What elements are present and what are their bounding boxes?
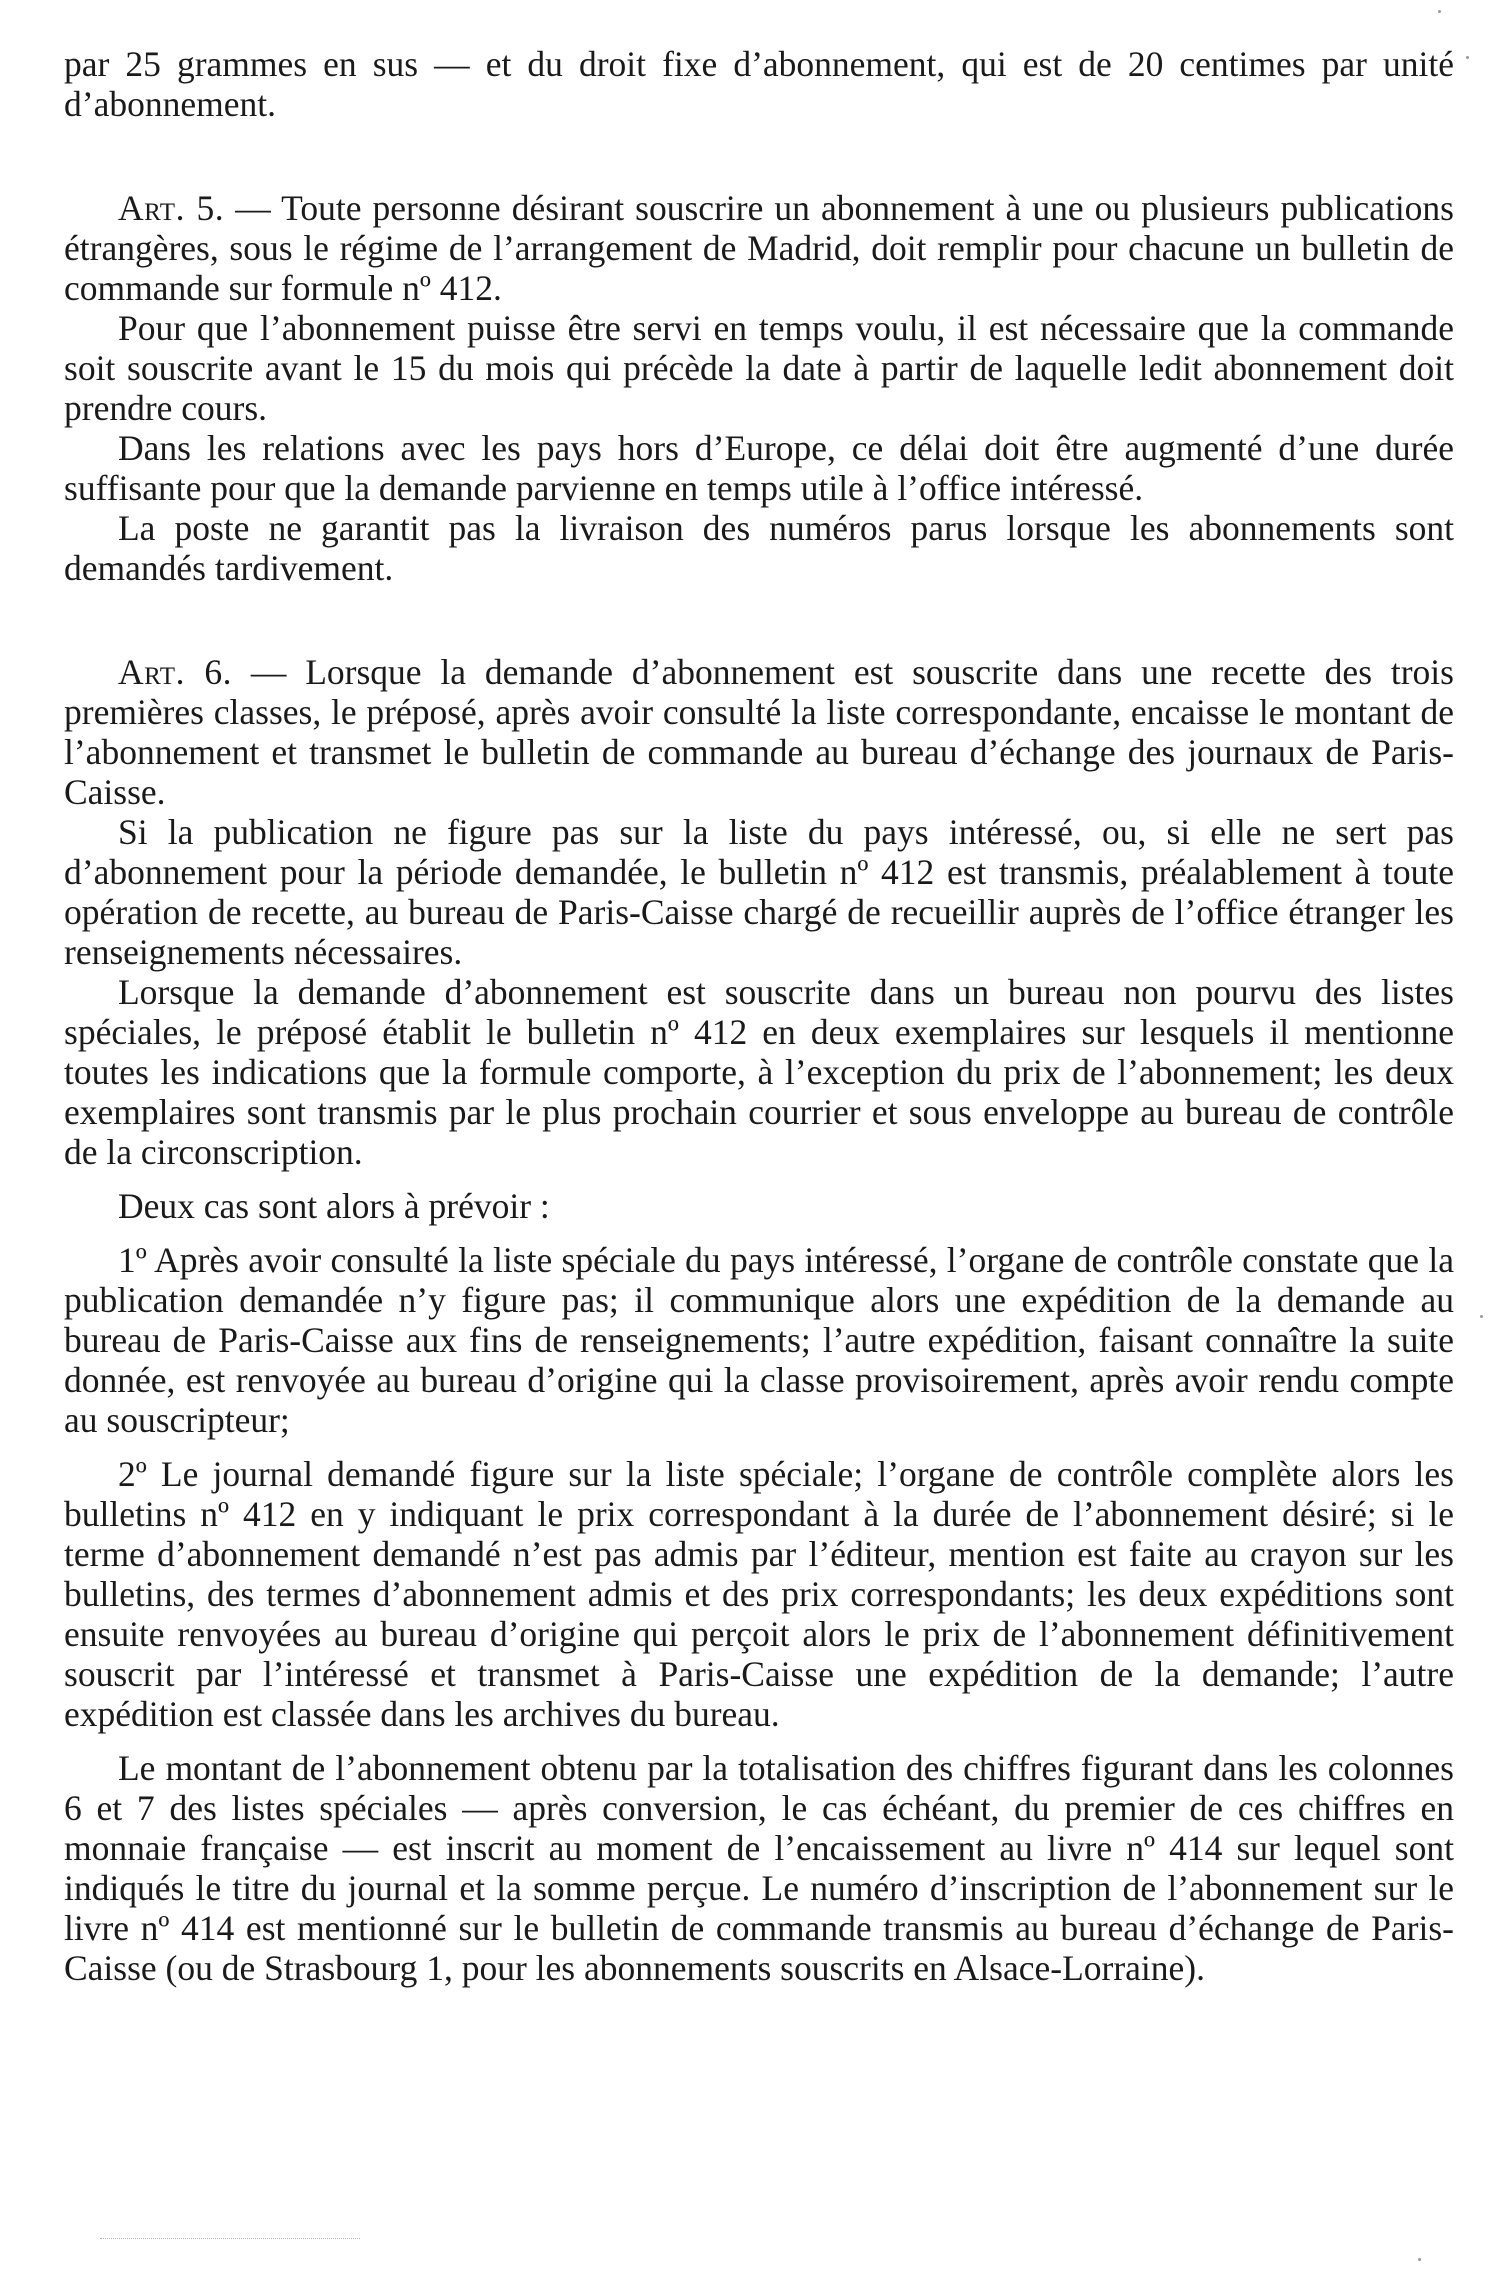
article-6-text: — Lorsque la demande d’abonnement est souscrite dans une recette des trois premières classes, le préposé, après avoir consulté la liste correspondante, encaisse le montant de l’abonnement et transmet le bulletin de commande au bureau d’échange des journaux de Paris-Caisse. bbox=[64, 652, 1454, 812]
article-5-label: Art. 5. bbox=[118, 188, 225, 228]
scan-speck bbox=[1480, 1315, 1483, 1318]
article-6-label: Art. 6. bbox=[118, 652, 232, 692]
scan-speck bbox=[1466, 56, 1469, 59]
article-6-paragraph-4: Deux cas sont alors à prévoir : bbox=[118, 1186, 550, 1226]
scan-speck bbox=[1418, 2258, 1421, 2261]
scan-speck bbox=[1438, 10, 1441, 13]
article-5-text: — Toute personne désirant souscrire un abonnement à une ou plusieurs publications étrangères, sous le régime de l’arrangement de Madrid, doit remplir pour chacune un bulletin de commande sur formule nº 412. bbox=[64, 188, 1454, 308]
document-page bbox=[64, 44, 1454, 1988]
scan-artifact-line bbox=[100, 2238, 360, 2239]
article-6-case-2: 2º Le journal demandé figure sur la liste spéciale; l’organe de contrôle complète alors les bulletins nº 412 en y indiquant le prix correspondant à la durée de l’abonnement désiré; si le terme d’abonnement demandé n’est pas admis par l’éditeur, mention est faite au crayon sur les bulletins, des termes d’abonnement admis et des prix correspondants; les deux expéditions sont ensuite renvoyées au bureau d’origine qui perçoit alors le prix de l’abonnement définitivement souscrit par l’intéressé et transmet à Paris-Caisse une expédition de la demande; l’autre expédition est classée dans les archives du bureau. bbox=[64, 1454, 1454, 1734]
article-6-paragraph-2: Si la publication ne figure pas sur la liste du pays intéressé, ou, si elle ne sert pas d’abonnement pour la période demandée, le bulletin nº 412 est transmis, préalablement à toute opération de recette, au bureau de Paris-Caisse chargé de recueillir auprès de l’office étranger les renseignements nécessaires. bbox=[64, 812, 1454, 972]
article-6-case-1: 1º Après avoir consulté la liste spéciale du pays intéressé, l’organe de contrôle constate que la publication demandée n’y figure pas; il communique alors une expédition de la demande au bureau de Paris-Caisse aux fins de renseignements; l’autre expédition, faisant connaître la suite donnée, est renvoyée au bureau d’origine qui la classe provisoirement, après avoir rendu compte au souscripteur; bbox=[64, 1240, 1454, 1440]
article-6-paragraph-3: Lorsque la demande d’abonnement est souscrite dans un bureau non pourvu des listes spéciales, le préposé établit le bulletin nº 412 en deux exemplaires sur lesquels il mentionne toutes les indications que la formule comporte, à l’exception du prix de l’abonnement; les deux exemplaires sont transmis par le plus prochain courrier et sous enveloppe au bureau de contrôle de la circonscription. bbox=[64, 972, 1454, 1172]
article-5-paragraph-2: Pour que l’abonnement puisse être servi en temps voulu, il est nécessaire que la commande soit souscrite avant le 15 du mois qui précède la date à partir de laquelle ledit abonnement doit prendre cours. bbox=[64, 308, 1454, 428]
article-6-first-paragraph bbox=[64, 652, 1454, 812]
article-5-paragraph-4: La poste ne garantit pas la livraison des numéros parus lorsque les abonnements sont demandés tardivement. bbox=[64, 508, 1454, 588]
article-5-first-paragraph bbox=[64, 188, 1454, 308]
article-6-paragraph-7: Le montant de l’abonnement obtenu par la totalisation des chiffres figurant dans les colonnes 6 et 7 des listes spéciales — après conversion, le cas échéant, du premier de ces chiffres en monnaie française — est inscrit au moment de l’encaissement au livre nº 414 sur lequel sont indiqués le titre du journal et la somme perçue. Le numéro d’inscription de l’abonnement sur le livre nº 414 est mentionné sur le bulletin de commande transmis au bureau d’échange de Paris-Caisse (ou de Strasbourg 1, pour les abonnements souscrits en Alsace-Lorraine). bbox=[64, 1748, 1454, 1988]
article-5-paragraph-3: Dans les relations avec les pays hors d’Europe, ce délai doit être augmenté d’une durée suffisante pour que la demande parvienne en temps utile à l’office intéressé. bbox=[64, 428, 1454, 508]
continuation-paragraph: par 25 grammes en sus — et du droit fixe d’abonnement, qui est de 20 centimes par unité d’abonnement. bbox=[64, 44, 1454, 124]
